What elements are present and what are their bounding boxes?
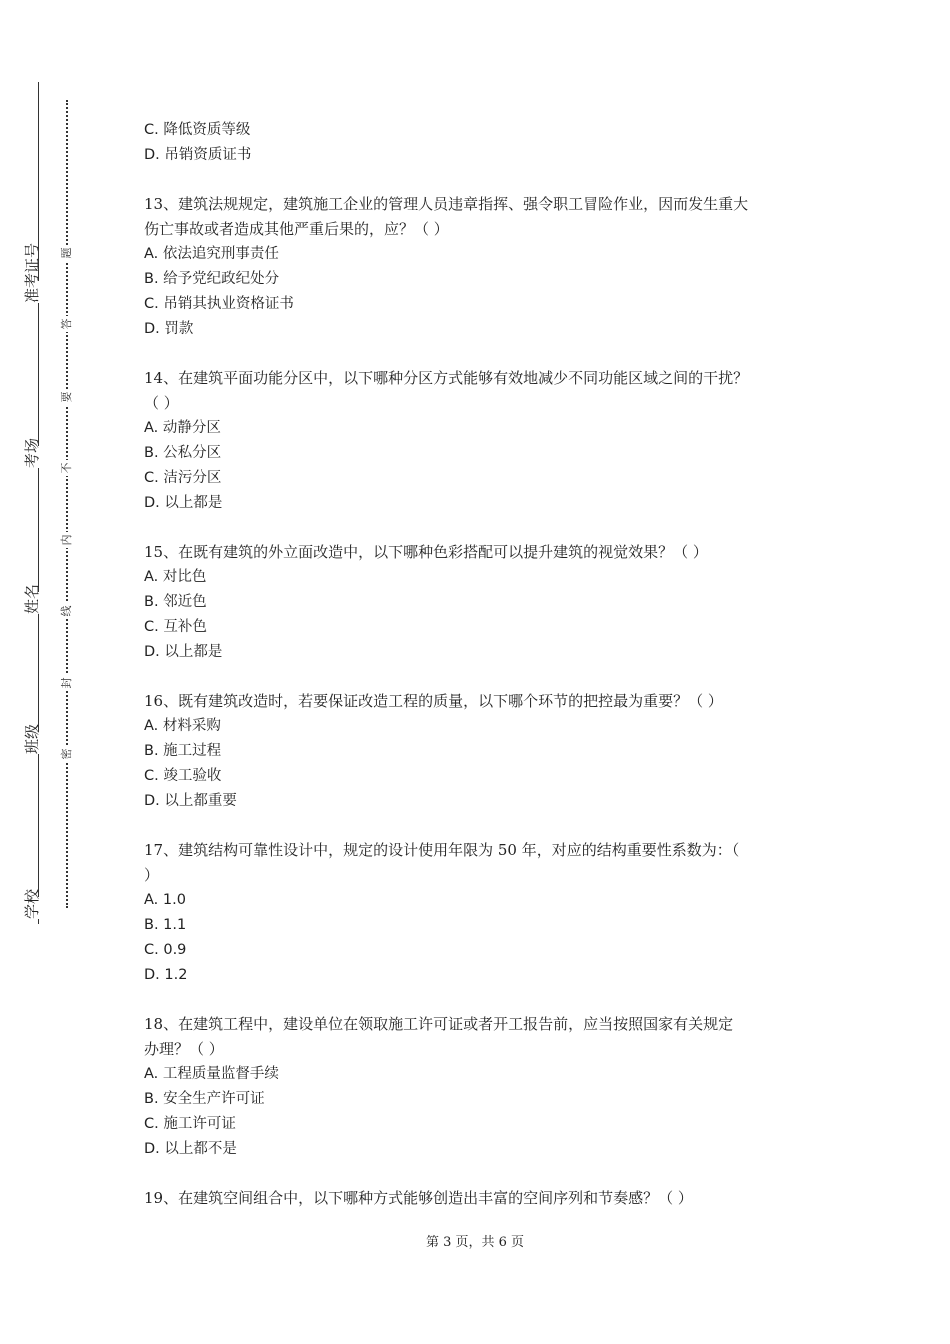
student-name-label: 姓名	[23, 583, 41, 614]
option-a: A. 动静分区	[144, 420, 221, 436]
option-b: B. 公私分区	[144, 445, 222, 461]
seal-dotted-line	[66, 100, 68, 908]
option-c: C. 竣工验收	[144, 768, 222, 784]
option-d: D. 以上都不是	[144, 1141, 237, 1157]
class-label: 班级	[23, 723, 41, 754]
option-c: C. 施工许可证	[144, 1116, 236, 1132]
option-d: D. 以上都是	[144, 644, 223, 660]
option-b: B. 给予党纪政纪处分	[144, 271, 280, 287]
option-c: C. 洁污分区	[144, 470, 222, 486]
option-b: B. 安全生产许可证	[144, 1091, 265, 1107]
option-d: D. 以上都是	[144, 495, 223, 511]
option-c: C. 降低资质等级	[144, 122, 251, 138]
option-a: A. 依法追究刑事责任	[144, 246, 279, 262]
question-stem: 16、既有建筑改造时，若要保证改造工程的质量，以下哪个环节的把控最为重要？（ ）	[144, 692, 723, 710]
seal-char: 封	[59, 675, 75, 691]
seal-char: 不	[59, 460, 75, 476]
binding-line	[38, 82, 39, 924]
page-number-footer: 第 3 页，共 6 页	[425, 1235, 525, 1250]
question-stem: 13、建筑法规规定，建筑施工企业的管理人员违章指挥、强令职工冒险作业，因而发生重大	[144, 195, 749, 213]
seal-char: 要	[59, 389, 75, 405]
option-d: D. 1.2	[144, 967, 188, 983]
question-stem: （ ）	[144, 394, 179, 412]
seal-char: 密	[59, 746, 75, 762]
question-list	[144, 118, 814, 1211]
seal-char: 内	[59, 532, 75, 548]
option-c: C. 吊销其执业资格证书	[144, 296, 294, 312]
question-19	[144, 1186, 814, 1211]
question-stem: 14、在建筑平面功能分区中，以下哪种分区方式能够有效地减少不同功能区域之间的干扰？	[144, 369, 749, 387]
question-stem: 办理？（ ）	[144, 1040, 224, 1058]
option-d: D. 罚款	[144, 321, 194, 337]
option-d: D. 以上都重要	[144, 793, 237, 809]
option-b: B. 邻近色	[144, 594, 207, 610]
question-stem: 18、在建筑工程中，建设单位在领取施工许可证或者开工报告前，应当按照国家有关规定	[144, 1015, 734, 1033]
option-d: D. 吊销资质证书	[144, 147, 252, 163]
question-17	[144, 838, 814, 988]
question-stem: 19、在建筑空间组合中，以下哪种方式能够创造出丰富的空间序列和节奏感？（ ）	[144, 1189, 693, 1207]
question-stem: 15、在既有建筑的外立面改造中，以下哪种色彩搭配可以提升建筑的视觉效果？（ ）	[144, 543, 708, 561]
exam-room-label: 考场	[23, 437, 41, 468]
seal-char: 答	[59, 316, 75, 332]
question-15	[144, 540, 814, 665]
question-13	[144, 192, 814, 342]
option-b: B. 1.1	[144, 917, 187, 933]
question-stem: 17、建筑结构可靠性设计中，规定的设计使用年限为 50 年，对应的结构重要性系数为：（	[144, 841, 740, 859]
exam-number-label: 准考证号	[23, 242, 41, 303]
option-a: A. 工程质量监督手续	[144, 1066, 279, 1082]
question-18	[144, 1012, 814, 1162]
option-a: A. 材料采购	[144, 718, 221, 734]
option-c: C. 0.9	[144, 942, 187, 958]
school-label: 学校	[23, 888, 41, 919]
question-14	[144, 366, 814, 516]
question-stem: 伤亡事故或者造成其他严重后果的，应？（ ）	[144, 220, 449, 238]
option-c: C. 互补色	[144, 619, 207, 635]
question-tail-12	[144, 118, 814, 168]
question-16	[144, 689, 814, 814]
seal-char: 题	[59, 245, 75, 261]
seal-char: 线	[59, 603, 75, 619]
option-a: A. 对比色	[144, 569, 207, 585]
question-stem: ）	[144, 866, 160, 884]
option-b: B. 施工过程	[144, 743, 222, 759]
option-a: A. 1.0	[144, 892, 186, 908]
